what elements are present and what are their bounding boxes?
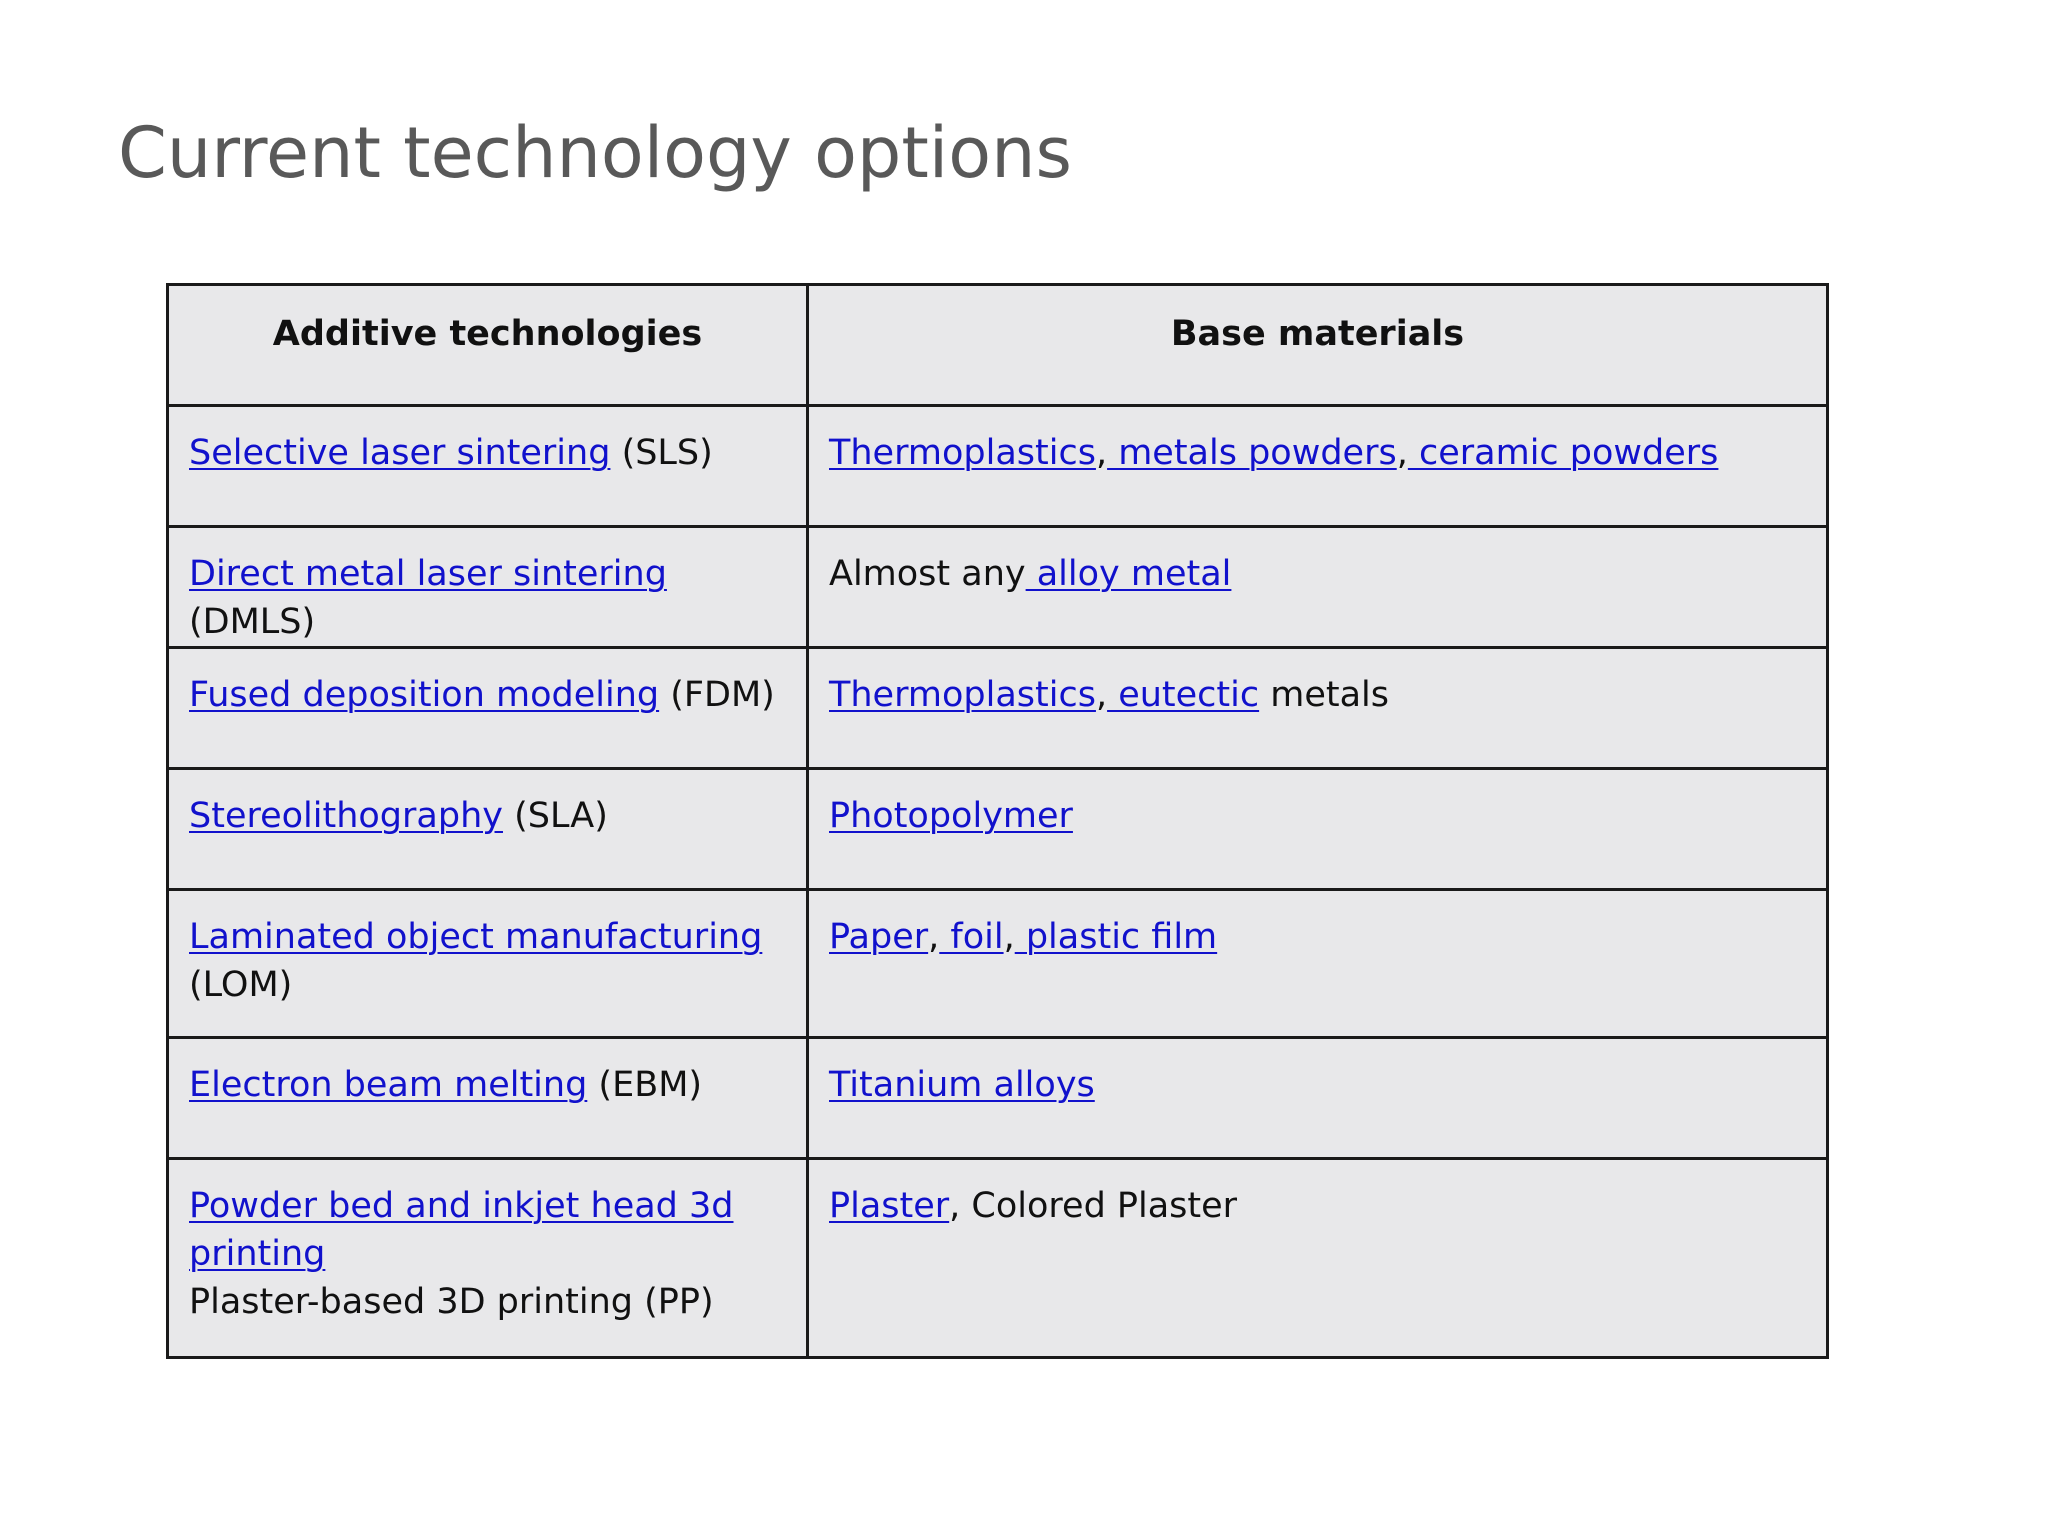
materials-cell xyxy=(808,1159,1828,1358)
table-header-row xyxy=(168,285,1828,406)
link-stereolithography[interactable]: Stereolithography xyxy=(189,796,503,836)
link-powder-bed-and-inkjet-head-3d-printing[interactable]: Powder bed and inkjet head 3d xyxy=(189,1186,734,1226)
materials-cell xyxy=(808,769,1828,890)
tech-abbrev: (EBM) xyxy=(587,1065,703,1105)
materials-cell xyxy=(808,648,1828,769)
separator: , xyxy=(928,917,940,957)
tech-cell xyxy=(168,890,808,1038)
table-row xyxy=(168,1038,1828,1159)
link-thermoplastics[interactable]: Thermoplastics xyxy=(829,675,1096,715)
tech-cell xyxy=(168,527,808,648)
table-row xyxy=(168,769,1828,890)
materials-text: , Colored Plaster xyxy=(949,1186,1238,1226)
materials-cell xyxy=(808,527,1828,648)
link-laminated-object-manufacturing[interactable]: Laminated object manufacturing xyxy=(189,917,763,957)
link-powder-bed-and-inkjet-head-3d-printing-cont[interactable]: printing xyxy=(189,1234,326,1274)
link-plastic-film[interactable]: plastic film xyxy=(1014,917,1218,957)
separator: , xyxy=(1396,433,1408,473)
tech-abbrev: (FDM) xyxy=(659,675,775,715)
separator: , xyxy=(1003,917,1015,957)
link-direct-metal-laser-sintering[interactable]: Direct metal laser sintering xyxy=(189,554,667,594)
link-selective-laser-sintering[interactable]: Selective laser sintering xyxy=(189,433,611,473)
link-titanium-alloys[interactable]: Titanium alloys xyxy=(829,1065,1095,1105)
tech-abbrev: (LOM) xyxy=(189,965,293,1005)
tech-description: Plaster-based 3D printing (PP) xyxy=(189,1282,714,1322)
link-metals-powders[interactable]: metals powders xyxy=(1107,433,1397,473)
link-paper[interactable]: Paper xyxy=(829,917,929,957)
header-additive-technologies: Additive technologies xyxy=(168,285,808,406)
technology-table xyxy=(166,283,1829,1359)
slide-title: Current technology options xyxy=(118,112,1072,194)
tech-cell xyxy=(168,1159,808,1358)
tech-cell xyxy=(168,769,808,890)
table-row xyxy=(168,648,1828,769)
table-row xyxy=(168,406,1828,527)
materials-text: metals xyxy=(1259,675,1389,715)
materials-text: Almost any xyxy=(829,554,1026,594)
materials-cell xyxy=(808,890,1828,1038)
materials-cell xyxy=(808,1038,1828,1159)
link-alloy-metal[interactable]: alloy metal xyxy=(1025,554,1232,594)
link-ceramic-powders[interactable]: ceramic powders xyxy=(1407,433,1719,473)
link-plaster[interactable]: Plaster xyxy=(829,1186,950,1226)
header-base-materials: Base materials xyxy=(808,285,1828,406)
separator: , xyxy=(1095,675,1108,715)
link-eutectic[interactable]: eutectic xyxy=(1107,675,1260,715)
link-fused-deposition-modeling[interactable]: Fused deposition modeling xyxy=(189,675,660,715)
table-row xyxy=(168,890,1828,1038)
tech-abbrev: (SLA) xyxy=(502,796,608,836)
link-electron-beam-melting[interactable]: Electron beam melting xyxy=(189,1065,588,1105)
separator: , xyxy=(1095,433,1108,473)
link-photopolymer[interactable]: Photopolymer xyxy=(829,796,1073,836)
materials-cell xyxy=(808,406,1828,527)
table-row xyxy=(168,527,1828,648)
link-thermoplastics[interactable]: Thermoplastics xyxy=(829,433,1096,473)
tech-cell xyxy=(168,648,808,769)
tech-abbrev: (SLS) xyxy=(610,433,713,473)
tech-cell xyxy=(168,1038,808,1159)
tech-abbrev: (DMLS) xyxy=(189,602,316,642)
link-foil[interactable]: foil xyxy=(939,917,1004,957)
table-row xyxy=(168,1159,1828,1358)
tech-cell xyxy=(168,406,808,527)
